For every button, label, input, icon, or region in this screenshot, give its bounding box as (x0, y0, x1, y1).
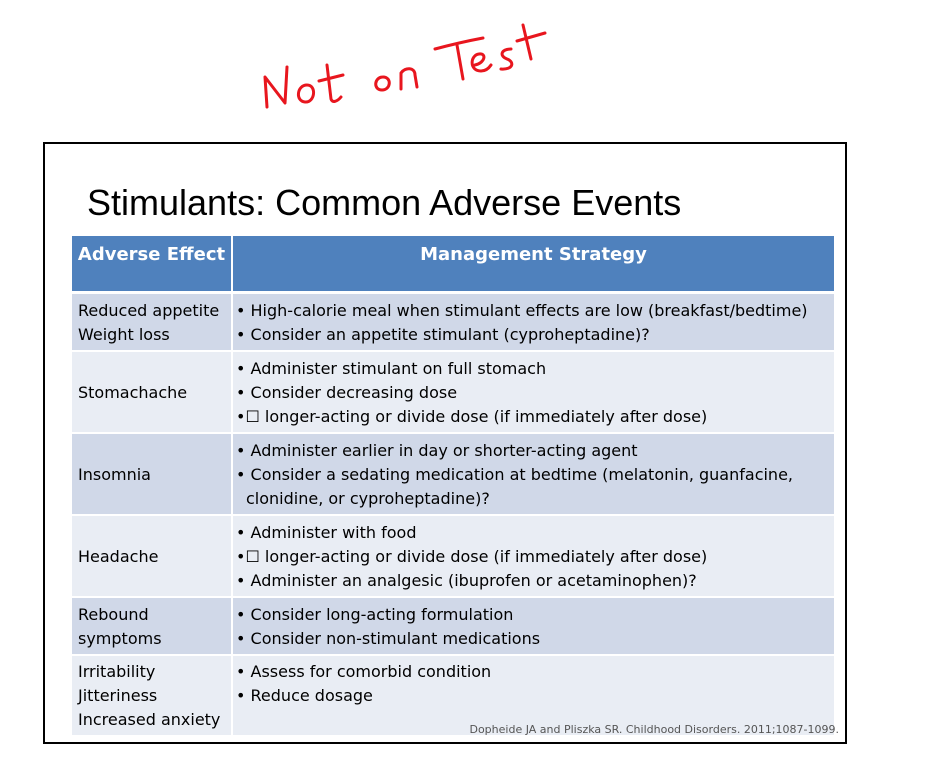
effect-text: Irritability (78, 661, 156, 681)
adverse-effect-cell (72, 292, 232, 351)
table-row (72, 433, 834, 515)
slide-title: Stimulants: Common Adverse Events (87, 182, 682, 223)
effect-text: Headache (78, 546, 159, 566)
header-management-strategy: Management Strategy (232, 236, 834, 292)
strategy-bullet: • Administer earlier in day or shorter-acting agent (236, 440, 638, 460)
strategy-bullet: • Consider a sedating medication at bedtime (melatonin, guanfacine, (236, 464, 793, 484)
slide (43, 142, 847, 744)
table-row (72, 597, 834, 655)
strategy-cell (232, 597, 834, 655)
handwritten-note (255, 15, 555, 120)
effect-text: Stomachache (78, 382, 188, 402)
adverse-effect-cell (72, 351, 232, 433)
adverse-effect-cell (72, 597, 232, 655)
adverse-effect-cell (72, 515, 232, 597)
strategy-bullet: •☐ longer-acting or divide dose (if immediately after dose) (236, 406, 708, 426)
strategy-bullet-continuation: clonidine, or cyproheptadine)? (246, 488, 490, 508)
table-row (72, 351, 834, 433)
strategy-cell (232, 515, 834, 597)
table-row (72, 292, 834, 351)
effect-text: symptoms (78, 628, 162, 648)
strategy-bullet: • Administer stimulant on full stomach (236, 358, 547, 378)
strategy-bullet: • Consider an appetite stimulant (cyproheptadine)? (236, 324, 650, 344)
strategy-cell (232, 351, 834, 433)
strategy-bullet: • Assess for comorbid condition (236, 661, 492, 681)
citation: Dopheide JA and Pliszka SR. Childhood Disorders. 2011;1087-1099. (469, 723, 839, 736)
strategy-bullet: • Consider long-acting formulation (236, 604, 514, 624)
effect-text: Insomnia (78, 464, 151, 484)
effect-text: Jitteriness (78, 685, 158, 705)
effect-text: Rebound (78, 604, 149, 624)
effect-text: Increased anxiety (78, 709, 221, 729)
effect-text: Weight loss (78, 324, 170, 344)
effect-text: Reduced appetite (78, 300, 220, 320)
adverse-effect-cell (72, 655, 232, 736)
strategy-cell (232, 433, 834, 515)
header-adverse-effect: Adverse Effect (72, 236, 232, 292)
adverse-effect-cell (72, 433, 232, 515)
strategy-bullet: • Consider non-stimulant medications (236, 628, 541, 648)
strategy-bullet: •☐ longer-acting or divide dose (if immediately after dose) (236, 546, 708, 566)
table-row (72, 515, 834, 597)
strategy-bullet: • Administer with food (236, 522, 417, 542)
strategy-bullet: • Administer an analgesic (ibuprofen or acetaminophen)? (236, 570, 697, 590)
strategy-bullet: • Consider decreasing dose (236, 382, 458, 402)
strategy-cell (232, 292, 834, 351)
table-header-row (72, 236, 834, 292)
strategy-bullet: • High-calorie meal when stimulant effects are low (breakfast/bedtime) (236, 300, 808, 320)
adverse-events-table (72, 236, 834, 737)
strategy-bullet: • Reduce dosage (236, 685, 373, 705)
